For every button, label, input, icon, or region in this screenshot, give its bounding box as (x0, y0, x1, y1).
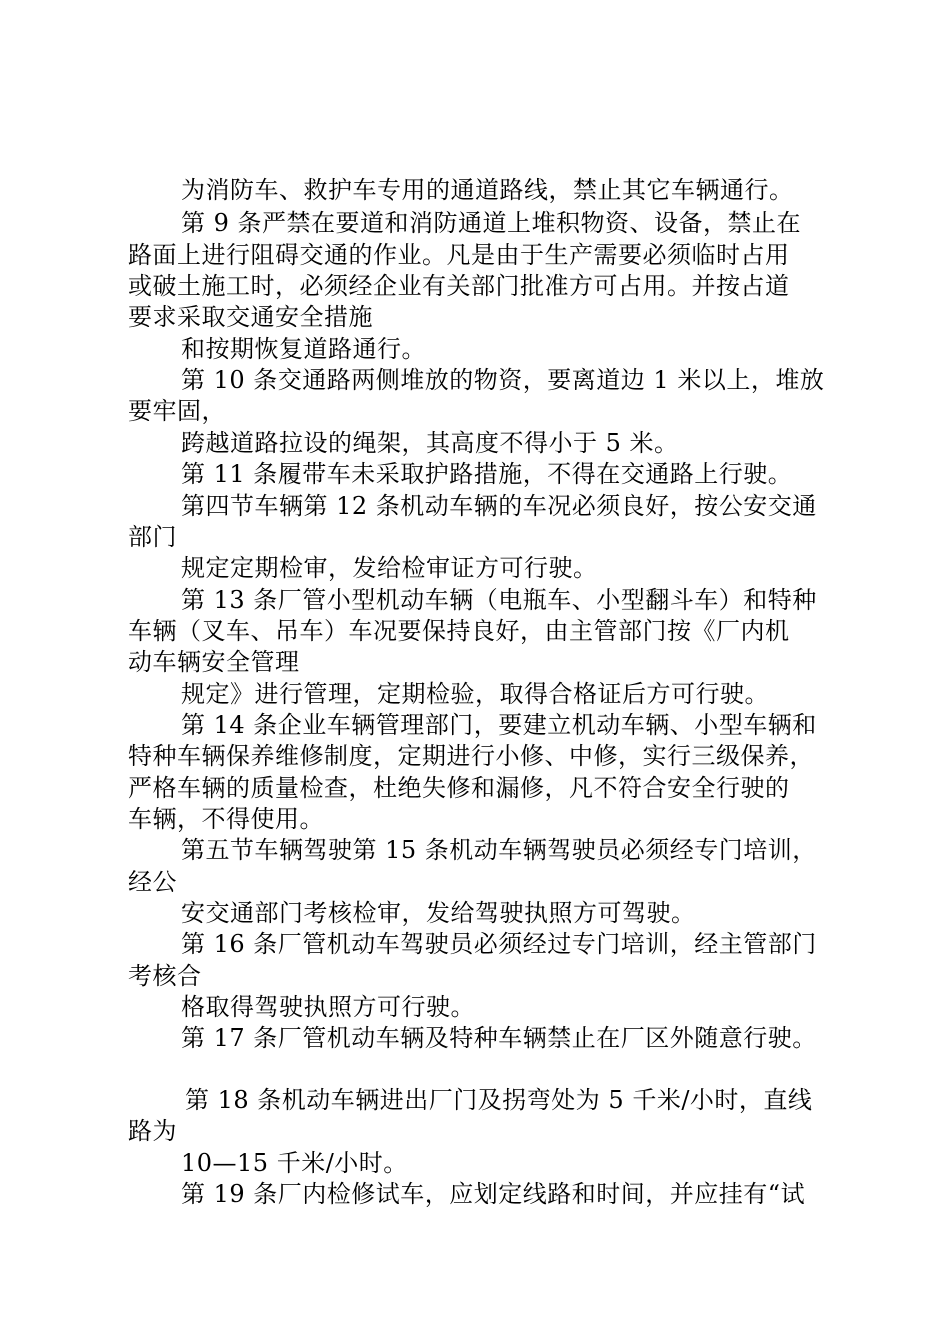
text-line: 10—15 千米/小时。 (181, 1149, 408, 1177)
text-line: 特种车辆保养维修制度，定期进行小修、中修，实行三级保养， (128, 742, 814, 770)
text-line: 或破土施工时，必须经企业有关部门批准方可占用。并按占道 (128, 272, 790, 300)
text-line: 格取得驾驶执照方可行驶。 (181, 993, 475, 1021)
text-line: 考核合 (128, 962, 202, 990)
text-line: 要求采取交通安全措施 (128, 303, 373, 331)
text-line: 路面上进行阻碍交通的作业。凡是由于生产需要必须临时占用 (128, 241, 790, 269)
text-line: 要牢固， (128, 397, 226, 425)
text-line: 部门 (128, 523, 177, 551)
text-line: 车辆（叉车、吊车）车况要保持良好，由主管部门按《厂内机 (128, 617, 790, 645)
text-line: 车辆，不得使用。 (128, 805, 324, 833)
text-line: 第 13 条厂管小型机动车辆（电瓶车、小型翻斗车）和特种 (181, 586, 817, 614)
text-line: 第 18 条机动车辆进出厂门及拐弯处为 5 千米/小时，直线 (185, 1086, 813, 1114)
text-line: 第 16 条厂管机动车驾驶员必须经过专门培训，经主管部门 (181, 930, 817, 958)
text-line: 第 14 条企业车辆管理部门，要建立机动车辆、小型车辆和 (181, 711, 817, 739)
text-line: 安交通部门考核检审，发给驾驶执照方可驾驶。 (181, 899, 696, 927)
text-line: 跨越道路拉设的绳架，其高度不得小于 5 米。 (181, 429, 679, 457)
text-line: 动车辆安全管理 (128, 648, 300, 676)
text-line: 第 17 条厂管机动车辆及特种车辆禁止在厂区外随意行驶。 (181, 1024, 817, 1052)
text-line: 路为 (128, 1117, 177, 1145)
text-line: 规定定期检审，发给检审证方可行驶。 (181, 554, 598, 582)
text-line: 第 19 条厂内检修试车，应划定线路和时间，并应挂有“试 (181, 1180, 806, 1208)
text-line: 规定》进行管理，定期检验，取得合格证后方可行驶。 (181, 680, 769, 708)
text-line: 第四节车辆第 12 条机动车辆的车况必须良好，按公安交通 (181, 492, 817, 520)
text-line: 为消防车、救护车专用的通道路线，禁止其它车辆通行。 (181, 176, 794, 204)
text-line: 严格车辆的质量检查，杜绝失修和漏修，凡不符合安全行驶的 (128, 774, 790, 802)
text-line: 第 10 条交通路两侧堆放的物资，要离道边 1 米以上，堆放 (181, 366, 825, 394)
text-line: 第五节车辆驾驶第 15 条机动车辆驾驶员必须经专门培训， (181, 836, 817, 864)
text-line: 第 9 条严禁在要道和消防通道上堆积物资、设备，禁止在 (181, 209, 802, 237)
text-line: 经公 (128, 868, 177, 896)
text-line: 第 11 条履带车未采取护路措施，不得在交通路上行驶。 (181, 460, 793, 488)
text-line: 和按期恢复道路通行。 (181, 335, 426, 363)
